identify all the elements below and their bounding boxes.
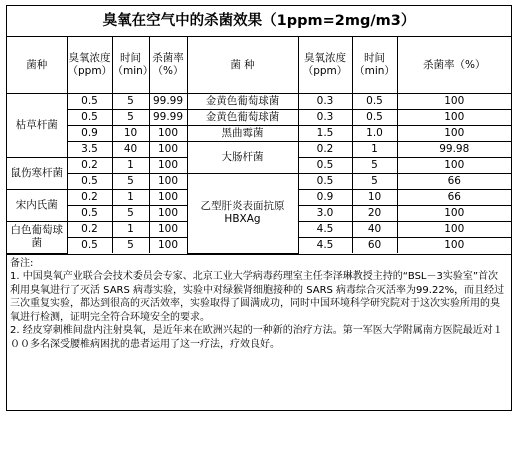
strain-cell: 大肠杆菌 (187, 142, 298, 174)
table-cell: 100 (149, 190, 187, 206)
table-cell: 0.5 (67, 174, 112, 190)
table-cell: 1 (112, 158, 149, 174)
strain-cell: 金黄色葡萄球菌 (187, 94, 298, 110)
table-cell: 0.5 (298, 158, 352, 174)
table-cell: 100 (397, 206, 511, 222)
table-cell: 0.5 (67, 238, 112, 254)
table-cell: 5 (352, 158, 397, 174)
table-row (7, 174, 511, 190)
table-cell: 100 (149, 206, 187, 222)
strain-group-cell: 枯草杆菌 (7, 94, 67, 158)
table-cell: 20 (352, 206, 397, 222)
table-cell: 100 (149, 222, 187, 238)
sterilization-table (7, 37, 511, 254)
table-cell: 3.0 (298, 206, 352, 222)
header-strain: 菌种 (7, 37, 67, 94)
table-cell: 66 (397, 174, 511, 190)
table-cell: 4.5 (298, 238, 352, 254)
table-cell: 3.5 (67, 142, 112, 158)
table-cell: 100 (149, 238, 187, 254)
table-cell: 1 (352, 142, 397, 158)
note-paragraph: 2. 经皮穿刺椎间盘内注射臭氧，是近年来在欧洲兴起的一种新的治疗方法。第一军医大学附属南方医院最近对１００多名深受腰椎病困扰的患者运用了这一疗法，疗效良好。 (10, 325, 503, 351)
table-cell: 5 (112, 110, 149, 126)
header-kill-rate: 杀菌率（%） (149, 37, 187, 94)
strain-cell: 乙型肝炎表面抗原HBXAg (187, 174, 298, 254)
table-cell: 5 (352, 174, 397, 190)
table-cell: 0.3 (298, 110, 352, 126)
table-cell: 0.2 (67, 222, 112, 238)
header-concentration-right: 臭氧浓度（ppm） (298, 37, 352, 94)
table-cell: 5 (112, 238, 149, 254)
table-cell: 0.5 (352, 94, 397, 110)
table-cell: 5 (112, 174, 149, 190)
header-concentration: 臭氧浓度（ppm） (67, 37, 112, 94)
header-kill-rate-right: 杀菌率（%） (397, 37, 511, 94)
table-cell: 10 (352, 190, 397, 206)
table-cell: 0.9 (67, 126, 112, 142)
table-cell: 100 (149, 126, 187, 142)
header-strain-right: 菌 种 (187, 37, 298, 94)
table-cell: 100 (397, 126, 511, 142)
table-cell: 0.2 (298, 142, 352, 158)
table-row (7, 110, 511, 126)
notes-section (7, 254, 511, 410)
table-cell: 100 (397, 110, 511, 126)
table-cell: 100 (397, 158, 511, 174)
table-cell: 100 (397, 94, 511, 110)
table-cell: 10 (112, 126, 149, 142)
table-cell: 100 (149, 174, 187, 190)
table-cell: 0.5 (67, 94, 112, 110)
table-cell: 100 (397, 238, 511, 254)
strain-group-cell: 白色葡萄球菌 (7, 222, 67, 254)
table-cell: 99.99 (149, 94, 187, 110)
header-time-right: 时间（min） (352, 37, 397, 94)
table-cell: 40 (352, 222, 397, 238)
table-cell: 1 (112, 222, 149, 238)
strain-cell: 金黄色葡萄球菌 (187, 110, 298, 126)
table-cell: 0.5 (67, 206, 112, 222)
table-cell: 5 (112, 206, 149, 222)
table-cell: 1.0 (352, 126, 397, 142)
table-title: 臭氧在空气中的杀菌效果（1ppm=2mg/m3） (7, 6, 511, 37)
table-cell: 100 (149, 142, 187, 158)
table-cell: 100 (397, 222, 511, 238)
strain-cell: 黑曲霉菌 (187, 126, 298, 142)
table-cell: 0.5 (352, 110, 397, 126)
header-time: 时间（min） (112, 37, 149, 94)
table-cell: 0.9 (298, 190, 352, 206)
header-row (7, 37, 511, 94)
table-cell: 0.3 (298, 94, 352, 110)
table-cell: 0.2 (67, 190, 112, 206)
notes-label: 备注: (10, 257, 34, 269)
note-paragraph: 1. 中国臭氧产业联合会技术委员会专家、北京工业大学病毒药理室主任李泽琳教授主持的“BSL－3实验室”首次利用臭氧进行了灭活 SARS 病毒实验，实验中对绿猴肾细胞接种的 SARS 病毒综合灭活率为99.22%，而且经过三次重复实验，都达到很高的灭活效率，实验取得了圆满成功，同时中国环境科学研究院对于这次实验所用的臭氧进行检测，证明完全符合环境安全的要求。 (10, 271, 505, 323)
table-row (7, 142, 511, 158)
table-row (7, 126, 511, 142)
table-row (7, 94, 511, 110)
table-cell: 66 (397, 190, 511, 206)
strain-group-cell: 鼠伤寒杆菌 (7, 158, 67, 190)
table-cell: 99.99 (149, 110, 187, 126)
table-cell: 5 (112, 94, 149, 110)
table-cell: 100 (149, 158, 187, 174)
table-cell: 0.5 (298, 174, 352, 190)
table-cell: 40 (112, 142, 149, 158)
table-cell: 0.5 (67, 110, 112, 126)
data-sheet (6, 5, 512, 411)
table-cell: 0.2 (67, 158, 112, 174)
table-cell: 60 (352, 238, 397, 254)
table-cell: 99.98 (397, 142, 511, 158)
table-cell: 1.5 (298, 126, 352, 142)
table-cell: 4.5 (298, 222, 352, 238)
table-cell: 1 (112, 190, 149, 206)
strain-group-cell: 宋内氏菌 (7, 190, 67, 222)
